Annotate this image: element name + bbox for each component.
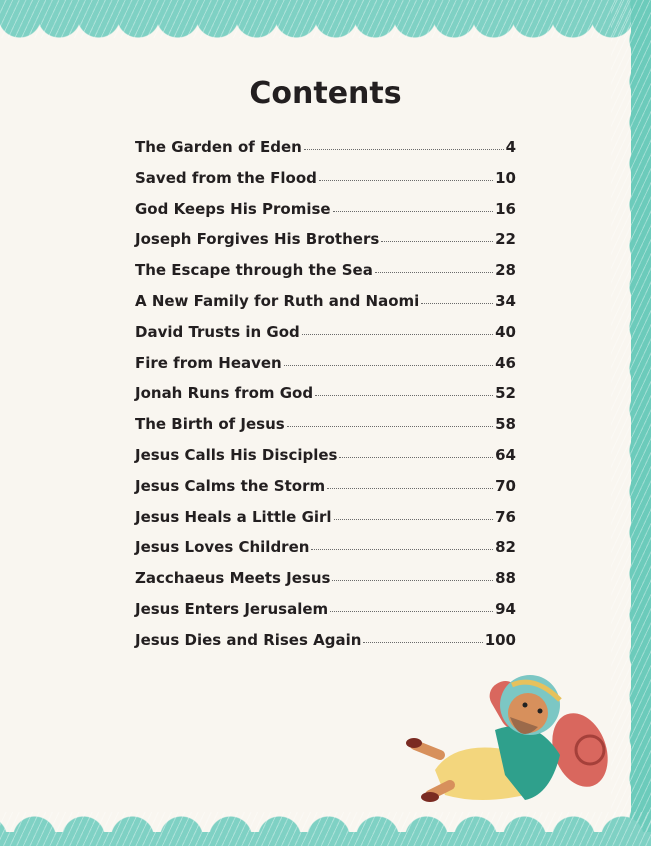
- toc-entry-title: God Keeps His Promise: [135, 199, 331, 218]
- toc-entry-title: Zacchaeus Meets Jesus: [135, 569, 331, 588]
- toc-entry-page: 46: [495, 353, 516, 372]
- scalloped-border-top: [0, 0, 651, 38]
- dot-leader: [339, 457, 493, 458]
- dot-leader: [302, 334, 493, 335]
- toc-entry[interactable]: [135, 415, 516, 446]
- toc-entry-title: Jesus Enters Jerusalem: [135, 599, 329, 618]
- dot-leader: [375, 272, 493, 273]
- dot-leader: [334, 519, 494, 520]
- toc-entry-title: Jesus Calls His Disciples: [135, 445, 338, 464]
- dot-leader: [304, 149, 504, 150]
- dot-leader: [319, 180, 493, 181]
- toc-entry-title: Jesus Heals a Little Girl: [135, 507, 332, 526]
- dot-leader: [311, 549, 493, 550]
- toc-entry-title: David Trusts in God: [135, 322, 300, 341]
- toc-entry-page: 34: [495, 291, 516, 310]
- toc-entry-title: Joseph Forgives His Brothers: [135, 230, 380, 249]
- toc-entry-page: 64: [495, 445, 516, 464]
- toc-entry-page: 82: [495, 538, 516, 557]
- scalloped-border-right: [611, 0, 651, 846]
- toc-entry[interactable]: [135, 538, 516, 569]
- toc-entry-page: 100: [484, 630, 516, 649]
- toc-entry-page: 16: [495, 199, 516, 218]
- toc-entry[interactable]: [135, 230, 516, 261]
- toc-entry[interactable]: [135, 323, 516, 354]
- toc-entry-title: Fire from Heaven: [135, 353, 282, 372]
- toc-entry[interactable]: [135, 292, 516, 323]
- table-of-contents: [135, 138, 516, 662]
- toc-entry-title: Saved from the Flood: [135, 168, 317, 187]
- toc-entry[interactable]: [135, 261, 516, 292]
- toc-entry-page: 70: [495, 476, 516, 495]
- resting-man-illustration: [400, 655, 615, 815]
- toc-entry-title: A New Family for Ruth and Naomi: [135, 291, 420, 310]
- toc-entry[interactable]: [135, 138, 516, 169]
- toc-entry[interactable]: [135, 354, 516, 385]
- toc-entry-title: Jonah Runs from God: [135, 384, 314, 403]
- toc-entry-page: 28: [495, 261, 516, 280]
- dot-leader: [287, 426, 493, 427]
- scalloped-border-bottom: [0, 812, 651, 846]
- dot-leader: [333, 211, 494, 212]
- dot-leader: [327, 488, 493, 489]
- dot-leader: [330, 611, 493, 612]
- toc-entry[interactable]: [135, 169, 516, 200]
- dot-leader: [332, 580, 493, 581]
- toc-entry-title: The Garden of Eden: [135, 138, 302, 156]
- toc-entry[interactable]: [135, 200, 516, 231]
- toc-entry-page: 58: [495, 415, 516, 434]
- toc-entry-page: 10: [495, 168, 516, 187]
- dot-leader: [284, 365, 493, 366]
- dot-leader: [315, 395, 493, 396]
- toc-entry-title: Jesus Loves Children: [135, 538, 310, 557]
- toc-entry-page: 4: [505, 138, 516, 156]
- toc-entry[interactable]: [135, 569, 516, 600]
- toc-entry-page: 52: [495, 384, 516, 403]
- toc-entry-page: 94: [495, 599, 516, 618]
- toc-entry-page: 88: [495, 569, 516, 588]
- toc-entry-title: Jesus Calms the Storm: [135, 476, 326, 495]
- toc-entry[interactable]: [135, 446, 516, 477]
- toc-entry-page: 22: [495, 230, 516, 249]
- page-title: Contents: [249, 76, 402, 111]
- dot-leader: [421, 303, 493, 304]
- toc-entry-title: The Birth of Jesus: [135, 415, 285, 434]
- toc-entry[interactable]: [135, 508, 516, 539]
- toc-entry[interactable]: [135, 384, 516, 415]
- toc-entry-page: 40: [495, 322, 516, 341]
- dot-leader: [363, 642, 482, 643]
- dot-leader: [381, 241, 493, 242]
- toc-entry-title: Jesus Dies and Rises Again: [135, 630, 362, 649]
- toc-entry-page: 76: [495, 507, 516, 526]
- toc-entry[interactable]: [135, 477, 516, 508]
- toc-entry-title: The Escape through the Sea: [135, 261, 373, 280]
- toc-entry[interactable]: [135, 600, 516, 631]
